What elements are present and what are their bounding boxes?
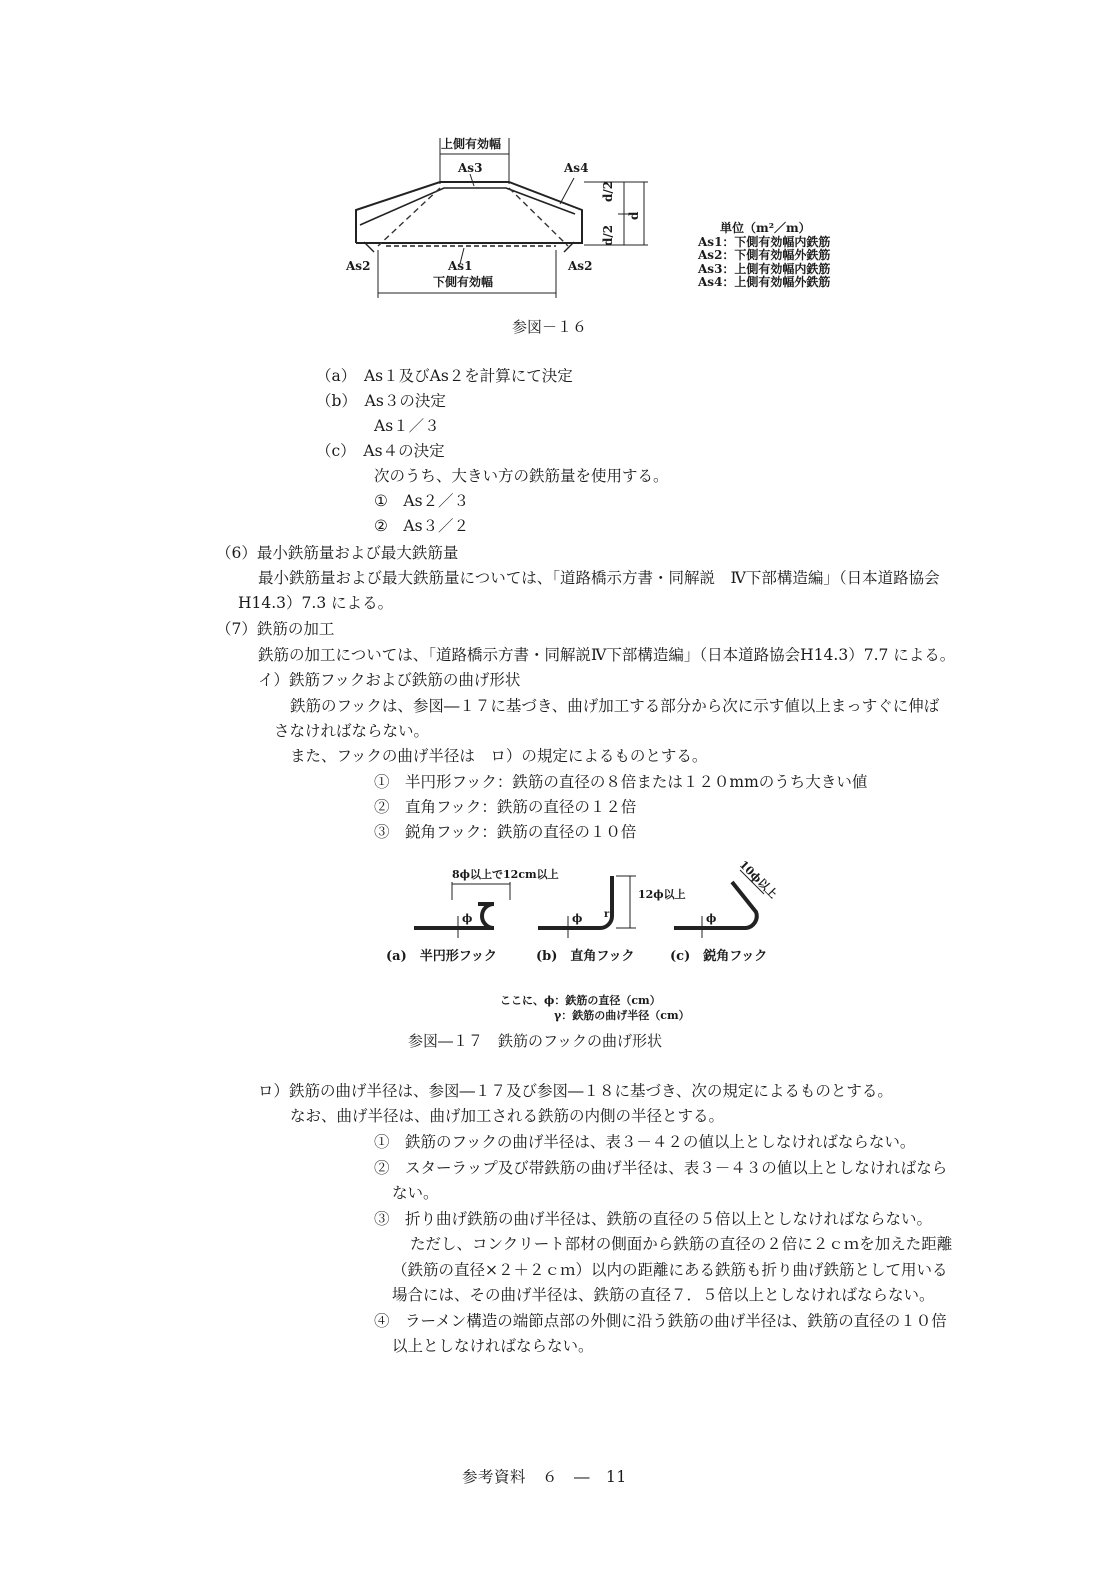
subsection-i-body-line2: さなければならない。 <box>274 722 430 740</box>
hook-label-b: (b) 直角フック <box>536 949 635 964</box>
bend-item-1: ① 鉄筋のフックの曲げ半径は、表３－４２の値以上としなければならない。 <box>374 1133 916 1151</box>
section-7-body: 鉄筋の加工については、「道路橋示方書・同解説Ⅳ下部構造編」（日本道路協会H14.3）7.7 による。 <box>258 646 956 664</box>
fig17-note-line2: γ：鉄筋の曲げ半径（cm） <box>554 1009 690 1022</box>
as3-label: As3 <box>458 161 483 175</box>
dim-label-c: 10ϕ以上 <box>736 858 780 901</box>
section-6-body-line2: H14.3）7.3 による。 <box>238 594 394 612</box>
section-6-body-line1: 最小鉄筋量および最大鉄筋量については、「道路橋示方書・同解説 Ⅳ下部構造編」（日本道路協会 <box>258 569 940 587</box>
fig16-legend <box>698 222 830 290</box>
d-half-lower-label: d/2 <box>601 224 615 246</box>
hook-label-c: (c) 鋭角フック <box>670 949 768 964</box>
lower-width-label: 下側有効幅 <box>433 275 494 289</box>
d-half-upper-label: d/2 <box>601 180 615 202</box>
subsection-i-body-line1: 鉄筋のフックは、参図―１７に基づき、曲げ加工する部分から次に示す値以上まっすぐに伸ば <box>290 697 940 715</box>
list-item-a: （a） As１及びAs２を計算にて決定 <box>316 367 573 385</box>
bend-item-2-line1: ② スターラップ及び帯鉄筋の曲げ半径は、表３－４３の値以上としなければなら <box>374 1159 948 1177</box>
subsection-ro-body: なお、曲げ半径は、曲げ加工される鉄筋の内側の半径とする。 <box>290 1107 725 1125</box>
as1-label: As1 <box>448 259 473 273</box>
legend-unit: 単位（m²／m） <box>720 221 811 235</box>
list-item-c-2: ② As３／２ <box>374 517 470 535</box>
bend-item-4-line2: 以上としなければならない。 <box>392 1337 594 1355</box>
section-7-heading: （7）鉄筋の加工 <box>216 620 335 638</box>
bend-item-3-line3: （鉄筋の直径×２＋２ｃｍ）以内の距離にある鉄筋も折り曲げ鉄筋として用いる <box>392 1261 948 1279</box>
hook-label-a: (a) 半円形フック <box>386 949 497 964</box>
as4-label: As4 <box>564 161 589 175</box>
legend-as3: As3：上側有効幅内鉄筋 <box>698 261 831 276</box>
legend-as2: As2：下側有効幅外鉄筋 <box>698 248 831 262</box>
fig17-caption: 参図―１７ 鉄筋のフックの曲げ形状 <box>408 1032 662 1050</box>
bend-item-3-line2: ただし、コンクリート部材の側面から鉄筋の直径の２倍に２ｃｍを加えた距離 <box>410 1235 953 1253</box>
list-item-b: （b） As３の決定 <box>316 392 446 410</box>
legend-as1: As1：下側有効幅内鉄筋 <box>698 234 831 249</box>
list-item-c-desc: 次のうち、大きい方の鉄筋量を使用する。 <box>374 467 669 485</box>
list-item-c-1: ① As２／３ <box>374 492 470 510</box>
bend-item-2-line2: ない。 <box>392 1184 439 1202</box>
list-item-b-value: As１／３ <box>374 417 440 435</box>
phi-label-c: ϕ <box>706 912 717 925</box>
section-6-heading: （6）最小鉄筋量および最大鉄筋量 <box>216 544 459 562</box>
bend-item-3-line1: ③ 折り曲げ鉄筋の曲げ半径は、鉄筋の直径の５倍以上としなければならない。 <box>374 1210 933 1228</box>
subsection-i-body-line3: また、フックの曲げ半径は ロ）の規定によるものとする。 <box>290 747 708 765</box>
hook-item-2: ② 直角フック：鉄筋の直径の１２倍 <box>374 798 637 816</box>
hook-item-1: ① 半円形フック：鉄筋の直径の８倍または１２０mmのうち大きい値 <box>374 773 868 791</box>
figure-16 <box>338 118 860 314</box>
list-item-c: （c） As４の決定 <box>316 442 445 460</box>
bend-item-4-line1: ④ ラーメン構造の端節点部の外側に沿う鉄筋の曲げ半径は、鉄筋の直径の１０倍 <box>374 1312 947 1330</box>
subsection-ro-heading: ロ）鉄筋の曲げ半径は、参図―１７及び参図―１８に基づき、次の規定によるものとする。 <box>258 1082 893 1100</box>
as2-left-label: As2 <box>346 259 371 273</box>
as2-right-label: As2 <box>568 259 593 273</box>
dim-label-b: 12ϕ以上 <box>638 888 686 901</box>
gamma-label-b: r <box>604 909 610 920</box>
hook-item-3: ③ 鋭角フック：鉄筋の直径の１０倍 <box>374 823 637 841</box>
phi-label-a: ϕ <box>462 912 473 925</box>
fig16-caption: 参図－１６ <box>512 318 588 336</box>
page-footer: 参考資料 ６ ― 11 <box>462 1468 627 1486</box>
dim-label-a: 8ϕ以上で12cm以上 <box>452 868 559 881</box>
legend-as4: As4：上側有効幅外鉄筋 <box>698 275 831 289</box>
bend-item-3-line4: 場合には、その曲げ半径は、鉄筋の直径７．５倍以上としなければならない。 <box>392 1286 935 1304</box>
phi-label-b: ϕ <box>572 912 583 925</box>
d-label: d <box>627 211 641 220</box>
fig17-note-line1: ここに、ϕ：鉄筋の直径（cm） <box>500 994 661 1007</box>
subsection-i-heading: イ）鉄筋フックおよび鉄筋の曲げ形状 <box>258 671 521 689</box>
figure-17 <box>354 856 784 1028</box>
upper-width-label: 上側有効幅 <box>441 137 502 151</box>
